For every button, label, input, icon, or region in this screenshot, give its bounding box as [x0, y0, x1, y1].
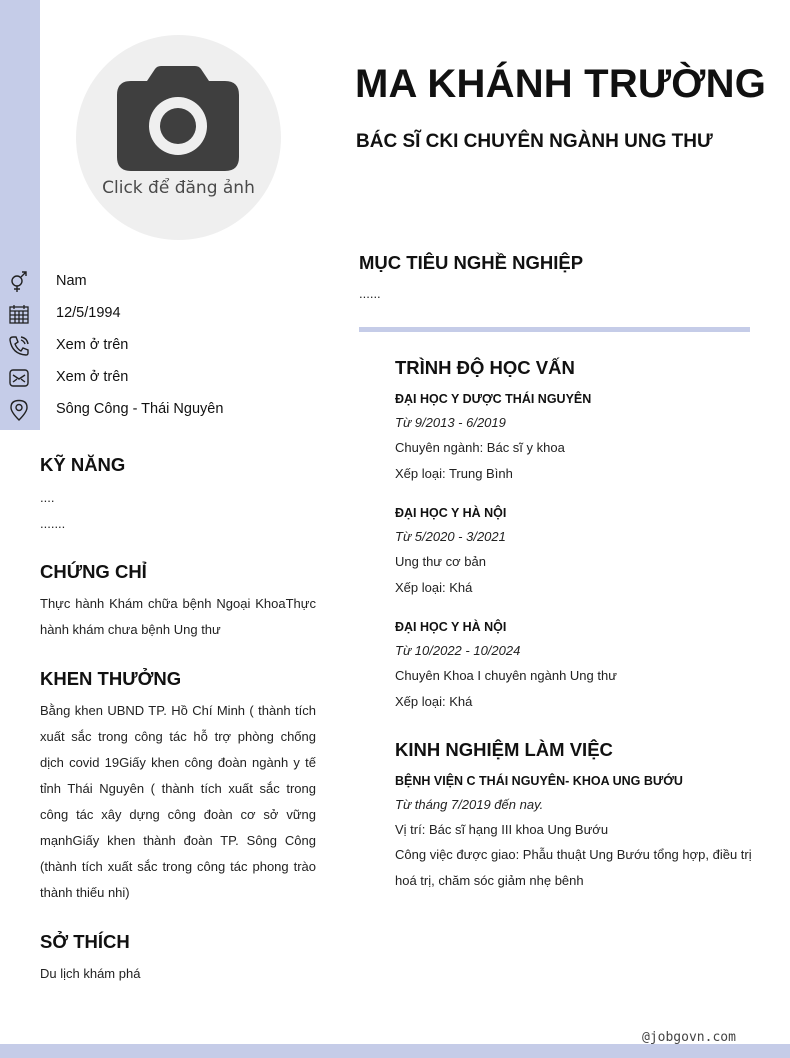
gender-value: Nam [56, 273, 87, 289]
section-divider [359, 327, 750, 332]
experience-duties: Công việc được giao: Phẫu thuật Ung Bướu tổng hợp, điều trị hoá trị, chăm sóc giảm nhẹ bênh [395, 847, 752, 888]
education-school: ĐẠI HỌC Y HÀ NỘI [395, 506, 507, 520]
education-school: ĐẠI HỌC Y DƯỢC THÁI NGUYÊN [395, 392, 592, 406]
info-phone [0, 330, 300, 362]
phone-value: Xem ở trên [56, 337, 129, 353]
education-grade: Xếp loại: Khá [395, 694, 473, 709]
certificates-title: CHỨNG CHỈ [40, 561, 147, 582]
photo-upload[interactable] [76, 35, 281, 240]
mail-icon [8, 367, 30, 389]
education-grade: Xếp loại: Trung Bình [395, 466, 513, 481]
photo-upload-label: Click để đăng ảnh [102, 178, 255, 198]
experience-title: KINH NGHIỆM LÀM VIỆC [395, 739, 613, 760]
education-period: Từ 5/2020 - 3/2021 [395, 529, 506, 544]
education-period: Từ 9/2013 - 6/2019 [395, 415, 506, 430]
phone-icon [8, 335, 30, 357]
job-title: BÁC SĨ CKI CHUYÊN NGÀNH UNG THƯ [356, 131, 713, 152]
experience-period: Từ tháng 7/2019 đến nay. [395, 797, 544, 812]
objective-text: ...... [359, 286, 381, 301]
education-school: ĐẠI HỌC Y HÀ NỘI [395, 620, 507, 634]
email-value: Xem ở trên [56, 369, 129, 385]
education-major: Ung thư cơ bản [395, 554, 486, 569]
location-pin-icon [8, 399, 30, 421]
experience-position: Vị trí: Bác sĩ hạng III khoa Ung Bướu [395, 822, 609, 837]
info-address [0, 394, 300, 426]
experience-company: BỆNH VIỆN C THÁI NGUYÊN- KHOA UNG BƯỚU [395, 774, 683, 788]
birthdate-value: 12/5/1994 [56, 305, 121, 321]
hobbies-title: SỞ THÍCH [40, 931, 130, 952]
skills-line: ....... [40, 516, 66, 531]
footer-accent-strip [0, 1044, 790, 1058]
address-value: Sông Công - Thái Nguyên [56, 401, 224, 417]
info-birthdate [0, 298, 300, 330]
certificates-text: Thực hành Khám chữa bệnh Ngoại KhoaThực hành khám chưa bệnh Ung thư [40, 596, 316, 637]
gender-icon [8, 271, 30, 293]
watermark: @jobgovn.com [642, 1030, 736, 1045]
awards-title: KHEN THƯỞNG [40, 668, 182, 689]
education-title: TRÌNH ĐỘ HỌC VẤN [395, 357, 575, 378]
education-period: Từ 10/2022 - 10/2024 [395, 643, 521, 658]
skills-title: KỸ NĂNG [40, 454, 126, 475]
objective-title: MỤC TIÊU NGHỀ NGHIỆP [359, 252, 584, 273]
skills-line: .... [40, 490, 55, 505]
camera-icon [117, 65, 239, 171]
hobbies-text: Du lịch khám phá [40, 966, 141, 981]
info-gender [0, 266, 300, 298]
education-major: Chuyên Khoa I chuyên ngành Ung thư [395, 668, 617, 683]
education-grade: Xếp loại: Khá [395, 580, 473, 595]
candidate-name: MA KHÁNH TRƯỜNG [355, 62, 767, 106]
info-email [0, 362, 300, 394]
awards-text: Bằng khen UBND TP. Hồ Chí Minh ( thành tích xuất sắc trong công tác hỗ trợ phòng chống dịch covid 19Giấy khen công đoàn ngành y tế tỉnh Thái Nguyên ( thành tích xuất sắc trong công tác xây dựng công đoàn cơ sở vững mạnhGiấy khen thành đoàn TP. Sông Công (thành tích xuất sắc trong công tác phong trào thành thiếu nhi) [40, 703, 316, 900]
calendar-icon [8, 303, 30, 325]
education-major: Chuyên ngành: Bác sĩ y khoa [395, 440, 565, 455]
